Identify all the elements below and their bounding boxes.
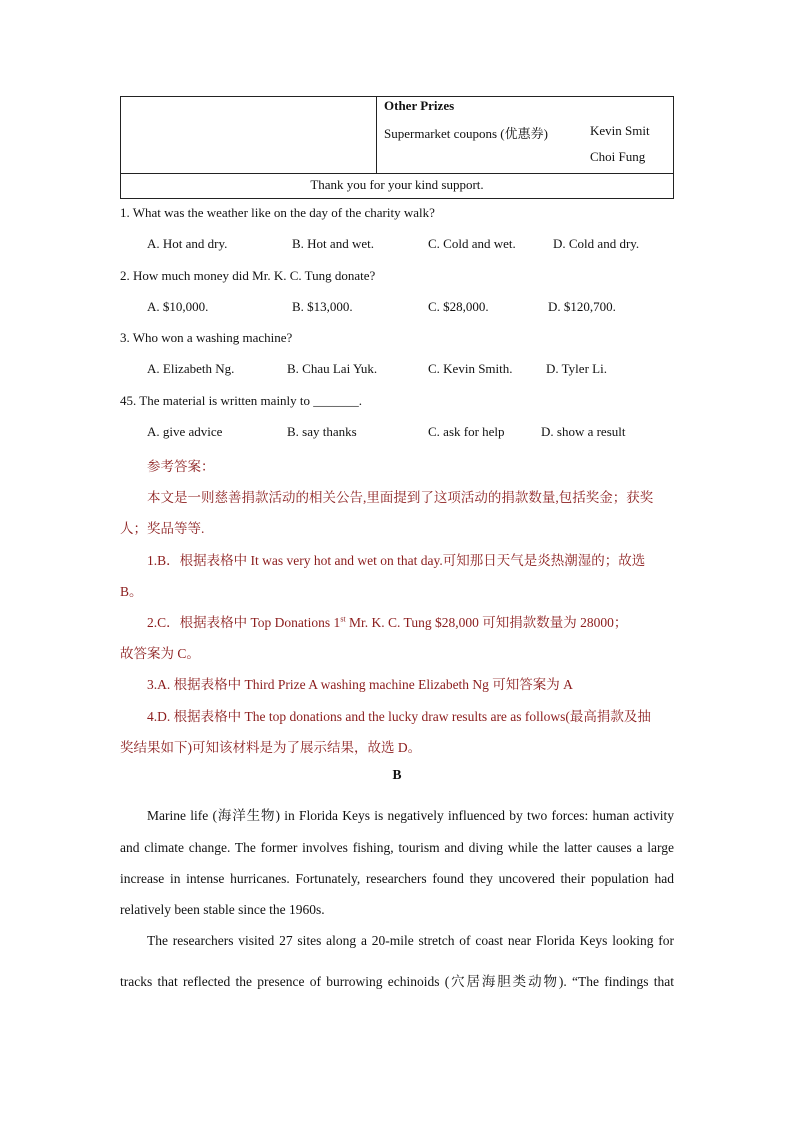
option-c: C. Cold and wet. [428,236,516,251]
answer-2-text: 2.C．根据表格中 Top Donations 1 [147,615,341,630]
answer-title: 参考答案： [147,459,215,474]
answer-2-superscript: st [340,614,346,624]
answer-2-cont: 故答案为 C。 [120,646,200,661]
option-b: B. Chau Lai Yuk. [287,361,378,376]
answer-1: 1.B．根据表格中 It was very hot and wet on that day.可知那日天气是炎热潮湿的；故选 [147,553,646,568]
answer-1-cont: B。 [120,584,143,599]
answer-2-text-rest: Mr. K. C. Tung $28,000 可知捐款数量为 28000； [345,615,628,630]
option-d: D. show a result [541,424,626,439]
option-a: A. Hot and dry. [147,236,228,251]
question-stem: 2. How much money did Mr. K. C. Tung donate? [120,268,376,283]
option-d: D. Cold and dry. [553,236,640,251]
question-stem: 45. The material is written mainly to _______. [120,393,363,408]
section-b-label: B [392,767,402,782]
thanks-row: Thank you for your kind support. [121,174,674,199]
option-c: C. $28,000. [428,299,489,314]
option-d: D. Tyler Li. [546,361,607,376]
option-b: B. $13,000. [292,299,353,314]
empty-cell [121,97,377,174]
other-prizes-title: Other Prizes [384,98,455,113]
winner-name: Kevin Smit [590,123,650,138]
answer-intro: 本文是一则慈善捐款活动的相关公告,里面提到了这项活动的捐款数量,包括奖金；获奖 [147,490,654,505]
supermarket-coupons-label: Supermarket coupons (优惠券) [384,126,548,141]
passage-line: Marine life (海洋生物) in Florida Keys is negatively influenced by two forces: human activity [147,808,674,823]
passage-line: The researchers visited 27 sites along a 20-mile stretch of coast near Florida Keys looking for [147,933,674,948]
option-a: A. give advice [147,424,223,439]
option-b: B. Hot and wet. [292,236,374,251]
passage-line: relatively been stable since the 1960s. [120,902,325,917]
question-stem: 1. What was the weather like on the day of the charity walk? [120,205,435,220]
option-c: C. Kevin Smith. [428,361,513,376]
winner-name: Choi Fung [590,149,646,164]
answer-4: 4.D. 根据表格中 The top donations and the lucky draw results are as follows(最高捐款及抽 [147,709,651,724]
passage-line: increase in intense hurricanes. Fortunately, researchers found they uncovered their population had [120,871,674,886]
option-a: A. Elizabeth Ng. [147,361,235,376]
option-d: D. $120,700. [548,299,616,314]
option-a: A. $10,000. [147,299,209,314]
answer-intro-cont: 人；奖品等等. [120,521,205,536]
other-prizes-cell [377,97,674,174]
passage-line: tracks that reflected the presence of burrowing echinoids (穴居海胆类动物). “The findings that [120,974,674,989]
option-b: B. say thanks [287,424,357,439]
question-stem: 3. Who won a washing machine? [120,330,293,345]
answer-3: 3.A. 根据表格中 Third Prize A washing machine Elizabeth Ng 可知答案为 A [147,677,573,692]
passage-line: and climate change. The former involves fishing, tourism and diving while the latter causes a large [120,840,674,855]
option-c: C. ask for help [428,424,505,439]
answer-2 [147,611,627,631]
prize-table [120,96,674,199]
answer-4-cont: 奖结果如下)可知该材料是为了展示结果，故选 D。 [120,740,422,755]
